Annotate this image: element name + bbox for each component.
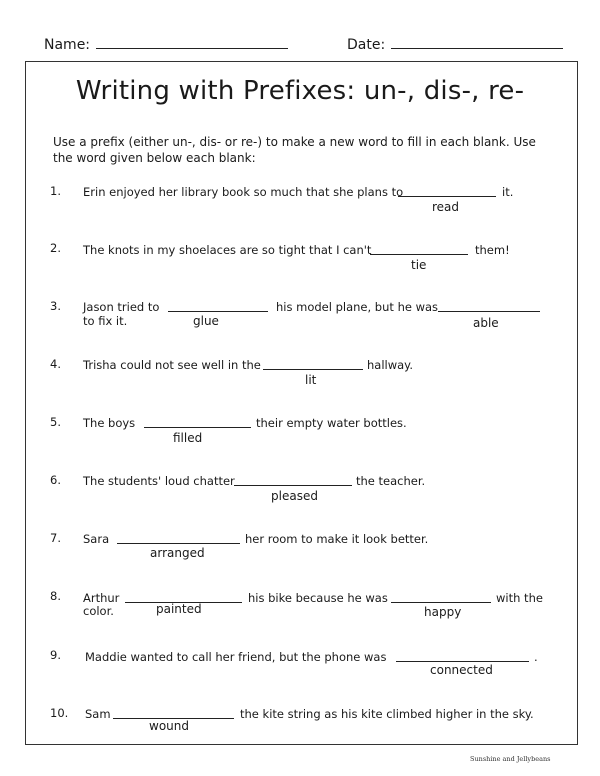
question-text: her room to make it look better. (245, 532, 429, 546)
answer-blank[interactable] (263, 357, 363, 370)
question-text: to fix it. (83, 314, 128, 328)
base-word: pleased (271, 489, 318, 503)
base-word: wound (149, 719, 189, 733)
answer-blank[interactable] (396, 649, 529, 662)
question-text: color. (83, 604, 114, 618)
question-10 (0, 706, 600, 746)
question-number: 4. (50, 357, 61, 371)
question-number: 3. (50, 299, 61, 313)
instructions: Use a prefix (either un-, dis- or re-) to make a new word to fill in each blank. Use the word given below each blank: (53, 135, 536, 165)
question-number: 8. (50, 589, 61, 603)
question-text: Jason tried to (83, 300, 160, 314)
footer-credit: Sunshine and Jellybeans (470, 755, 551, 763)
base-word: filled (173, 431, 203, 445)
answer-blank[interactable] (144, 415, 251, 428)
base-word: read (432, 200, 460, 214)
question-text: it. (502, 185, 514, 199)
question-text: Maddie wanted to call her friend, but the phone was (85, 650, 387, 664)
answer-blank[interactable] (168, 299, 268, 312)
question-text: his bike because he was (248, 591, 388, 605)
question-6 (0, 473, 600, 513)
question-1 (0, 184, 600, 224)
question-text: his model plane, but he was (276, 300, 439, 314)
question-number: 1. (50, 184, 61, 198)
question-5 (0, 415, 600, 455)
question-text: The knots in my shoelaces are so tight that I can't (83, 243, 372, 257)
question-8 (0, 589, 600, 629)
question-text: them! (475, 243, 510, 257)
question-text: the kite string as his kite climbed higher in the sky. (240, 707, 534, 721)
question-text: Sam (85, 707, 111, 721)
question-text: their empty water bottles. (256, 416, 407, 430)
question-number: 2. (50, 241, 61, 255)
base-word: tie (411, 258, 427, 272)
answer-blank[interactable] (398, 184, 496, 197)
base-word: connected (430, 663, 493, 677)
question-number: 6. (50, 473, 61, 487)
question-text: Trisha could not see well in the (83, 358, 261, 372)
worksheet-title: Writing with Prefixes: un-, dis-, re- (75, 76, 525, 106)
question-text: Arthur (83, 591, 120, 605)
question-3 (0, 299, 600, 339)
question-number: 9. (50, 648, 61, 662)
date-field (347, 36, 563, 53)
base-word: happy (424, 605, 462, 619)
question-number: 10. (50, 706, 69, 720)
question-text: The boys (83, 416, 136, 430)
question-text: The students' loud chatter (83, 474, 235, 488)
question-4 (0, 357, 600, 397)
question-7 (0, 531, 600, 571)
question-2 (0, 241, 600, 281)
name-line[interactable] (96, 36, 288, 49)
base-word: glue (193, 314, 219, 328)
question-number: 5. (50, 415, 61, 429)
answer-blank[interactable] (438, 299, 540, 312)
answer-blank[interactable] (391, 590, 491, 603)
base-word: able (473, 316, 499, 330)
answer-blank[interactable] (370, 242, 468, 255)
answer-blank[interactable] (113, 706, 234, 719)
base-word: painted (156, 602, 202, 616)
question-9 (0, 648, 600, 688)
question-text: hallway. (367, 358, 413, 372)
answer-blank[interactable] (234, 473, 352, 486)
question-text: . (534, 650, 538, 664)
answer-blank[interactable] (117, 531, 240, 544)
question-text: with the (496, 591, 543, 605)
name-label: Name: (44, 37, 91, 53)
question-text: the teacher. (356, 474, 426, 488)
date-label: Date: (347, 37, 386, 53)
name-field (44, 36, 288, 53)
question-text: Sara (83, 532, 110, 546)
question-text: Erin enjoyed her library book so much that she plans to (83, 185, 404, 199)
base-word: arranged (150, 546, 205, 560)
base-word: lit (305, 373, 317, 387)
date-line[interactable] (391, 36, 563, 49)
question-number: 7. (50, 531, 61, 545)
